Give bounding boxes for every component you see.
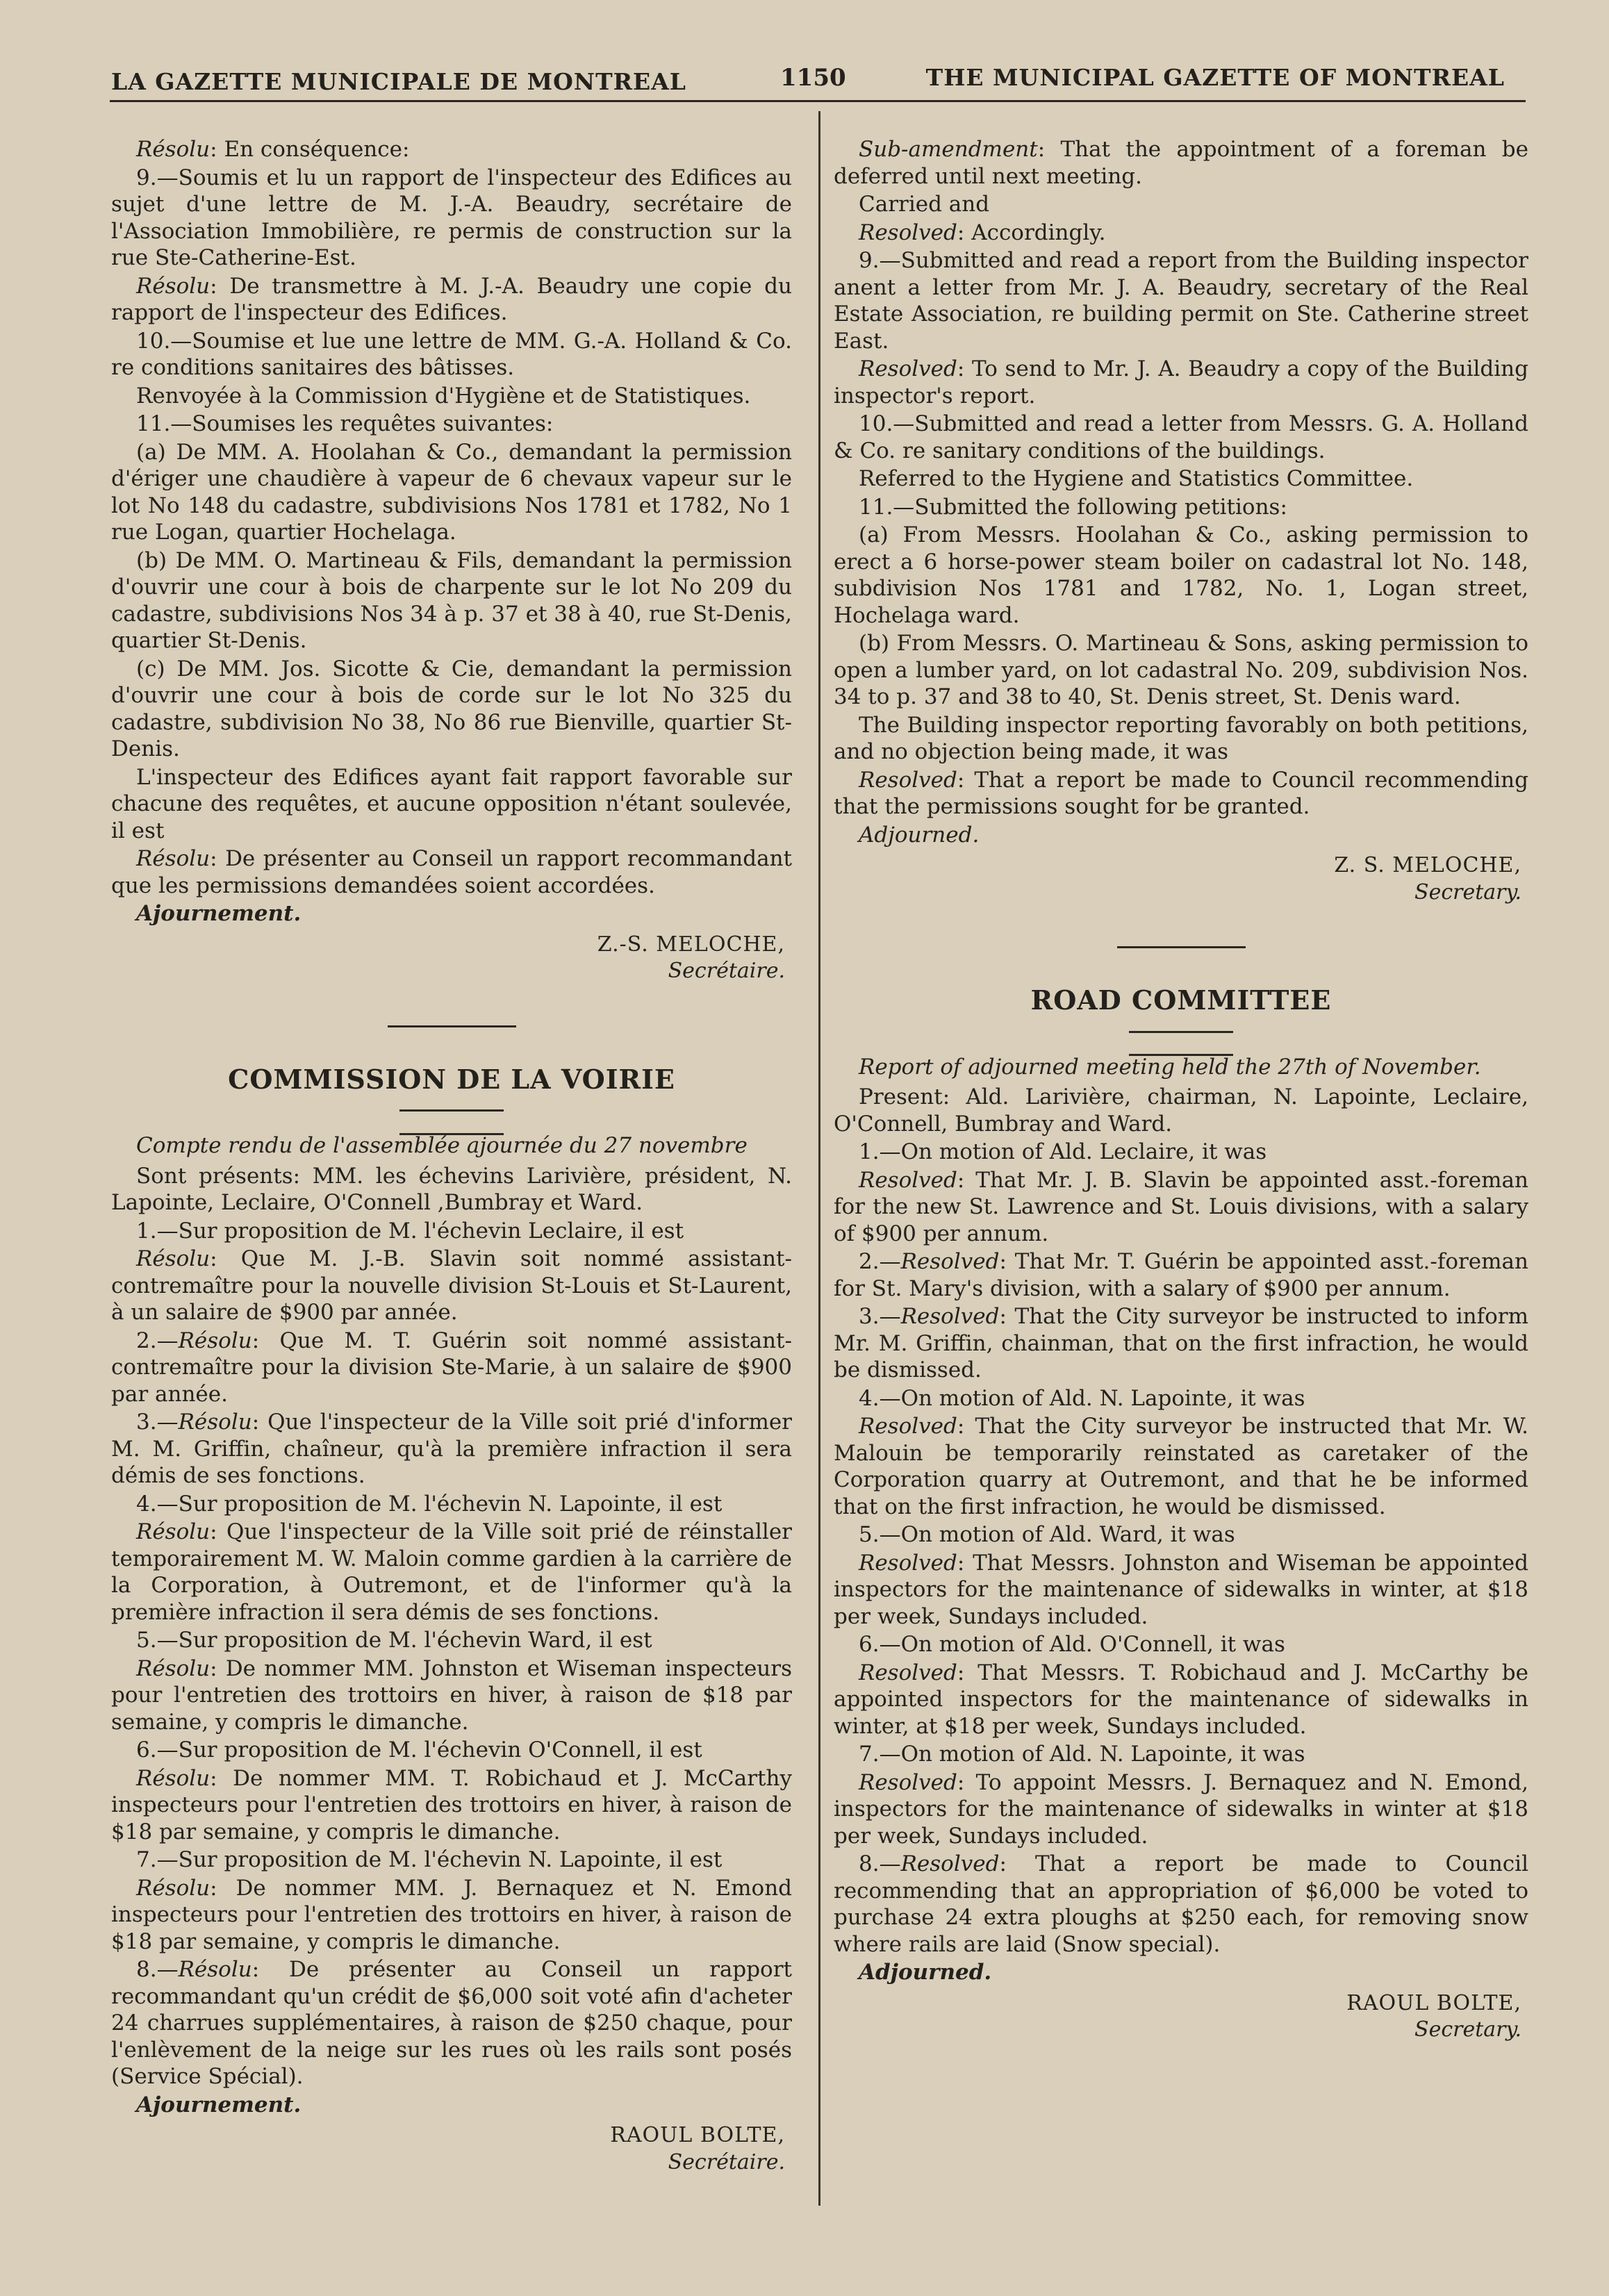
paragraph: 7.—Sur proposition de M. l'échevin N. Lapointe, il est bbox=[136, 1847, 723, 1872]
paragraph: Renvoyée à la Commission d'Hygiène et de Statistiques. bbox=[136, 383, 751, 408]
paragraph: Résolu: De nommer MM. T. Robichaud et J. McCarthy inspecteurs pour l'entretien des trottoirs en hiver, à raison de $18 par semaine, y compris le dimanche. bbox=[111, 1765, 792, 1844]
section-title: COMMISSION DE LA VOIRIE bbox=[228, 1063, 675, 1095]
paragraph: (a) From Messrs. Hoolahan & Co., asking permission to erect a 6 horse-power steam boiler on cadastral lot No. 148, subdivision Nos 1781 and 1782, No. 1, Logan street, Hochelaga ward. bbox=[834, 522, 1528, 628]
paragraph: 8.—Résolu: De présenter au Conseil un rapport recommandant qu'un crédit de $6,000 soit voté afin d'acheter 24 charrues supplémentaires, à raison de $250 chaque, pour l'enlèvement de la neige sur les rues où les rails sont posés (Service Spécial). bbox=[111, 1957, 792, 2089]
paragraph: Sont présents: MM. les échevins Larivière, président, N. Lapointe, Leclaire, O'Connell ,Bumbray et Ward. bbox=[111, 1163, 792, 1215]
signature-title: Secretary. bbox=[1414, 879, 1521, 905]
paragraph: (c) De MM. Jos. Sicotte & Cie, demandant la permission d'ouvrir une cour à bois de corde sur le lot No 325 du cadastre, subdivision No 38, No 86 rue Bienville, quartier St-Denis. bbox=[111, 656, 792, 761]
paragraph: Resolved: To send to Mr. J. A. Beaudry a copy of the Building inspector's report. bbox=[834, 356, 1528, 408]
adjournment: Adjourned. bbox=[859, 822, 980, 848]
french-column bbox=[111, 136, 792, 2176]
page-number: 1150 bbox=[780, 64, 846, 92]
signature-title: Secrétaire. bbox=[668, 959, 785, 983]
paragraph: Sub-amendment: That the appointment of a foreman be deferred until next meeting. bbox=[834, 137, 1528, 189]
paragraph: 1.—On motion of Ald. Leclaire, it was bbox=[859, 1139, 1267, 1164]
paragraph: Resolved: That Messrs. Johnston and Wiseman be appointed inspectors for the maintenance of sidewalks in winter, at $18 per week, Sundays included. bbox=[834, 1550, 1528, 1629]
adjournment: Ajournement. bbox=[136, 901, 302, 926]
paragraph: Resolved: To appoint Messrs. J. Bernaquez and N. Emond, inspectors for the maintenance of sidewalks in winter at $18 per week, Sundays included. bbox=[834, 1769, 1528, 1849]
signature-block bbox=[834, 1990, 1528, 2044]
header-french-title: LA GAZETTE MUNICIPALE DE MONTREAL bbox=[111, 68, 687, 95]
paragraph: 3.—Resolved: That the City surveyor be instructed to inform Mr. M. Griffin, chainman, that on the first infraction, he would be dismissed. bbox=[834, 1304, 1528, 1382]
header-english-title: THE MUNICIPAL GAZETTE OF MONTREAL bbox=[925, 64, 1505, 91]
paragraph: Present: Ald. Larivière, chairman, N. Lapointe, Leclaire, O'Connell, Bumbray and Ward. bbox=[834, 1084, 1528, 1137]
signature-name: Z.-S. MELOCHE, bbox=[597, 932, 785, 957]
paragraph: Résolu: En conséquence: bbox=[136, 137, 410, 162]
paragraph: 9.—Submitted and read a report from the Building inspector anent a letter from Mr. J. A. Beaudry, secretary of the Real Estate Association, re building permit on Ste. Catherine street East. bbox=[834, 248, 1528, 354]
paragraph: 2.—Résolu: Que M. T. Guérin soit nommé assistant-contremaître pour la division Ste-Marie, à un salaire de $900 par année. bbox=[111, 1328, 792, 1407]
paragraph: 4.—On motion of Ald. N. Lapointe, it was bbox=[859, 1385, 1305, 1411]
title-rule bbox=[1129, 1031, 1233, 1033]
paragraph: (a) De MM. A. Hoolahan & Co., demandant la permission d'ériger une chaudière à vapeur de 6 chevaux vapeur sur le lot No 148 du cadastre, subdivisions Nos 1781 et 1782, No 1 rue Logan, quartier Hochelaga. bbox=[111, 439, 792, 545]
signature-block bbox=[111, 932, 792, 985]
section-subtitle: Report of adjourned meeting held the 27th of November. bbox=[859, 1054, 1481, 1080]
paragraph: (b) De MM. O. Martineau & Fils, demandant la permission d'ouvrir une cour à bois de charpente sur le lot No 209 du cadastre, subdivisions Nos 34 à p. 37 et 38 à 40, rue St-Denis, quartier St-Denis. bbox=[111, 547, 793, 653]
paragraph: 5.—Sur proposition de M. l'échevin Ward, il est bbox=[136, 1628, 652, 1653]
adjournment: Adjourned. bbox=[859, 1960, 992, 1985]
paragraph: 6.—Sur proposition de M. l'échevin O'Connell, il est bbox=[136, 1737, 702, 1762]
paragraph: (b) From Messrs. O. Martineau & Sons, asking permission to open a lumber yard, on lot cadastral No. 209, subdivision Nos. 34 to p. 37 and 38 to 40, St. Denis street, St. Denis ward. bbox=[834, 631, 1528, 709]
paragraph: Résolu: De transmettre à M. J.-A. Beaudry une copie du rapport de l'inspecteur des Edifices. bbox=[111, 273, 792, 325]
paragraph: 4.—Sur proposition de M. l'échevin N. Lapointe, il est bbox=[136, 1491, 723, 1517]
paragraph: Resolved: Accordingly. bbox=[859, 220, 1106, 245]
paragraph: 3.—Résolu: Que l'inspecteur de la Ville soit prié d'informer M. M. Griffin, chaîneur, qu'à la première infraction il sera démis de ses fonctions. bbox=[111, 1410, 792, 1488]
signature-title: Secretary. bbox=[1414, 2017, 1521, 2042]
english-column bbox=[834, 136, 1528, 2044]
paragraph: 6.—On motion of Ald. O'Connell, it was bbox=[859, 1632, 1285, 1657]
paragraph: The Building inspector reporting favorably on both petitions, and no objection being made, it was bbox=[834, 712, 1528, 764]
signature-name: Z. S. MELOCHE, bbox=[1334, 853, 1521, 877]
header-rule bbox=[110, 100, 1526, 102]
signature-name: RAOUL BOLTE, bbox=[1346, 1990, 1521, 2015]
paragraph: Résolu: De présenter au Conseil un rapport recommandant que les permissions demandées soient accordées. bbox=[111, 846, 792, 898]
paragraph: Resolved: That a report be made to Council recommending that the permissions sought for be granted. bbox=[834, 767, 1528, 819]
paragraph: Resolved: That Mr. J. B. Slavin be appointed asst.-foreman for the new St. Lawrence and St. Louis divisions, with a salary of $900 per annum. bbox=[834, 1167, 1528, 1246]
paragraph: 10.—Soumise et lue une lettre de MM. G.-A. Holland & Co. re conditions sanitaires des bâtisses. bbox=[111, 328, 792, 380]
paragraph: Résolu: Que M. J.-B. Slavin soit nommé assistant-contremaître pour la nouvelle division St-Louis et St-Laurent, à un salaire de $900 par année. bbox=[111, 1246, 792, 1325]
paragraph: 8.—Resolved: That a report be made to Council recommending that an appropriation of $6,000 be voted to purchase 24 extra ploughs at $250 each, for removing snow where rails are laid (Snow special). bbox=[834, 1851, 1528, 1957]
page-header bbox=[111, 61, 1505, 103]
signature-block bbox=[834, 852, 1528, 906]
section-title: ROAD COMMITTEE bbox=[1030, 984, 1332, 1016]
paragraph: 11.—Soumises les requêtes suivantes: bbox=[136, 411, 554, 436]
paragraph: Résolu: Que l'inspecteur de la Ville soit prié de réinstaller temporairement M. W. Maloin comme gardien à la carrière de la Corporation, à Outremont, et de l'informer qu'à la première infraction il sera démis de ses fonctions. bbox=[111, 1519, 792, 1625]
title-rule bbox=[399, 1109, 504, 1112]
paragraph: Carried and bbox=[859, 192, 990, 217]
section-separator bbox=[388, 1025, 516, 1027]
paragraph: Referred to the Hygiene and Statistics Committee. bbox=[859, 466, 1414, 491]
column-divider bbox=[818, 111, 820, 2206]
signature-block bbox=[111, 2122, 792, 2176]
paragraph: 11.—Submitted the following petitions: bbox=[859, 494, 1287, 520]
paragraph: Résolu: De nommer MM. Johnston et Wiseman inspecteurs pour l'entretien des trottoirs en hiver, à raison de $18 par semaine, y compris le dimanche. bbox=[111, 1655, 792, 1735]
adjournment: Ajournement. bbox=[136, 2092, 302, 2117]
paragraph: Resolved: That the City surveyor be instructed that Mr. W. Malouin be temporarily reinstated as caretaker of the Corporation quarry at Outremont, and that he be informed that on the first infraction, he would be dismissed. bbox=[834, 1414, 1528, 1519]
paragraph: Resolved: That Messrs. T. Robichaud and J. McCarthy be appointed inspectors for the maintenance of sidewalks in winter, at $18 per week, Sundays included. bbox=[834, 1660, 1528, 1739]
section-separator bbox=[1117, 946, 1246, 948]
section-subtitle: Compte rendu de l'assemblée ajournée du 27 novembre bbox=[136, 1133, 748, 1158]
paragraph: 1.—Sur proposition de M. l'échevin Leclaire, il est bbox=[136, 1218, 684, 1244]
signature-title: Secrétaire. bbox=[668, 2149, 785, 2174]
paragraph: 2.—Resolved: That Mr. T. Guérin be appointed asst.-foreman for St. Mary's division, with a salary of $900 per annum. bbox=[834, 1249, 1528, 1301]
paragraph: 9.—Soumis et lu un rapport de l'inspecteur des Edifices au sujet d'une lettre de M. J.-A. Beaudry, secrétaire de l'Association Immobilière, re permis de construction sur la rue Ste-Catherine-Est. bbox=[111, 165, 792, 270]
paragraph: 5.—On motion of Ald. Ward, it was bbox=[859, 1522, 1235, 1547]
paragraph: 10.—Submitted and read a letter from Messrs. G. A. Holland & Co. re sanitary conditions of the buildings. bbox=[834, 411, 1528, 463]
paragraph: Résolu: De nommer MM. J. Bernaquez et N. Emond inspecteurs pour l'entretien des trottoirs en hiver, à raison de $18 par semaine, y compris le dimanche. bbox=[111, 1875, 792, 1954]
paragraph: 7.—On motion of Ald. N. Lapointe, it was bbox=[859, 1742, 1305, 1767]
paragraph: L'inspecteur des Edifices ayant fait rapport favorable sur chacune des requêtes, et aucune opposition n'étant soulevée, il est bbox=[111, 764, 792, 843]
signature-name: RAOUL BOLTE, bbox=[610, 2123, 785, 2147]
